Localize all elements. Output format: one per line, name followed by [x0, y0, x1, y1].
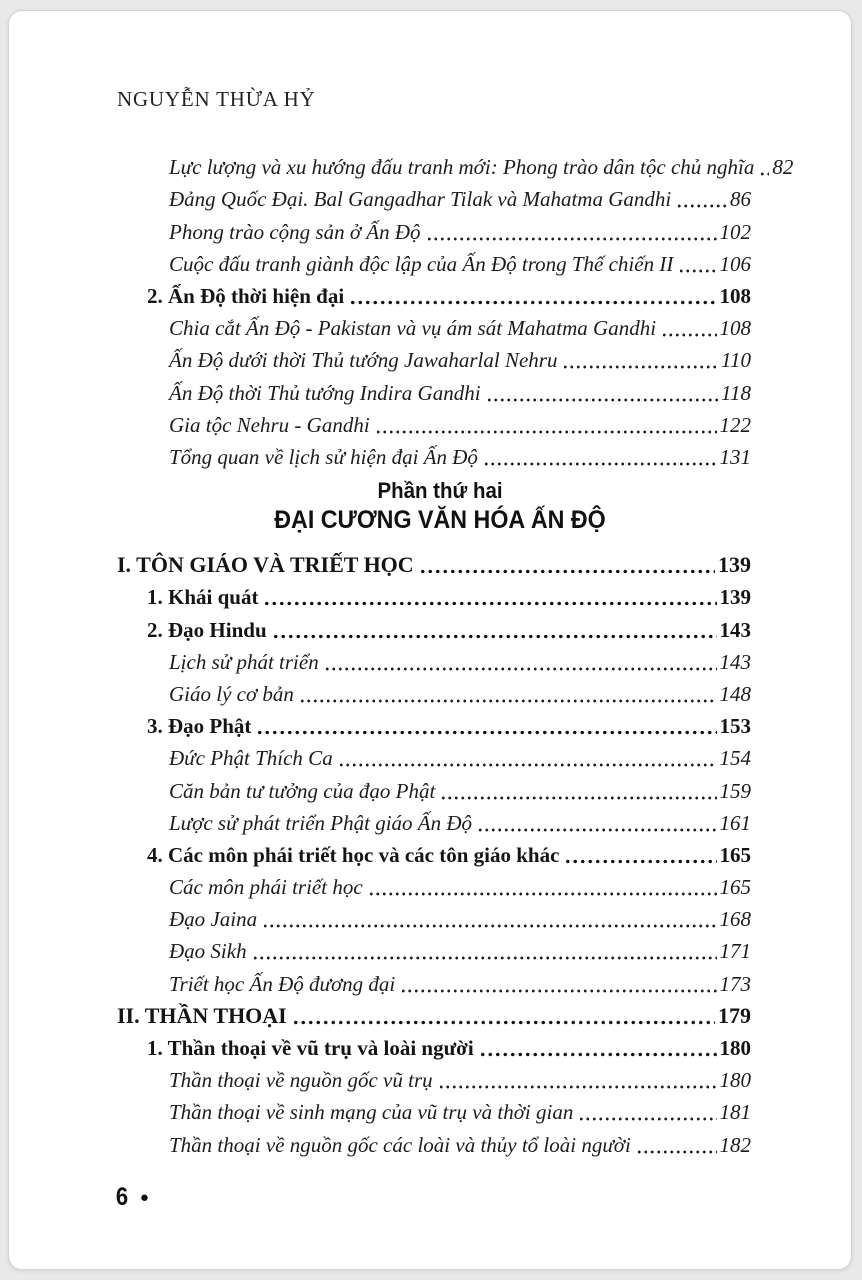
toc-entry — [117, 645, 751, 677]
toc-entry — [117, 870, 751, 902]
part-heading-title: ĐẠI CƯƠNG VĂN HÓA ẤN ĐỘ — [274, 506, 606, 534]
dot-leader — [440, 776, 716, 806]
toc-entry-page: 118 — [721, 380, 751, 405]
toc-entry — [117, 741, 751, 773]
toc-entry-title: Lực lượng và xu hướng đấu tranh mới: Phong trào dân tộc chủ nghĩa — [169, 155, 755, 180]
toc-entry-page: 143 — [719, 617, 751, 642]
toc-entry — [117, 343, 751, 375]
toc-entry-page: 106 — [719, 251, 751, 276]
toc-entry — [117, 375, 751, 407]
toc-entry-title: Căn bản tư tưởng của đạo Phật — [169, 778, 436, 803]
toc-entry-page: 139 — [718, 552, 751, 578]
toc-entry — [117, 580, 751, 612]
dot-leader — [486, 378, 719, 408]
dot-leader — [400, 969, 716, 999]
toc-entry-title: Gia tộc Nehru - Gandhi — [169, 412, 370, 437]
toc-entry-title: 1. Khái quát — [147, 585, 259, 610]
dot-leader — [678, 249, 716, 279]
toc-entry — [117, 612, 751, 644]
toc-entry — [117, 677, 751, 709]
toc-entry — [117, 709, 751, 741]
toc-entry-page: 181 — [719, 1100, 751, 1125]
dot-leader — [564, 840, 716, 870]
toc-entry-page: 180 — [719, 1036, 751, 1060]
toc-entry-page: 143 — [719, 649, 751, 674]
toc-entry-title: Thần thoại về nguồn gốc các loài và thủy tổ loài người — [169, 1132, 631, 1157]
toc-entry-page: 171 — [719, 939, 751, 964]
toc-entry-title: Đạo Sikh — [169, 939, 247, 964]
toc-entry-title: Phong trào cộng sản ở Ấn Độ — [169, 219, 421, 244]
dot-leader — [676, 184, 727, 214]
dot-leader — [263, 582, 716, 612]
toc-entry-title: 2. Ấn Độ thời hiện đại — [147, 283, 345, 308]
toc-entry-page: 82 — [772, 155, 794, 180]
toc-section-part-two — [117, 548, 751, 1160]
dot-leader — [479, 1033, 717, 1063]
dot-leader — [483, 442, 717, 472]
toc-entry — [117, 247, 751, 279]
page-number: 6 — [115, 1183, 129, 1211]
toc-entry-page: 182 — [719, 1132, 751, 1157]
toc-entry-page: 179 — [718, 1002, 751, 1028]
page-footer — [115, 1183, 149, 1212]
dot-leader — [636, 1130, 717, 1160]
dot-leader — [426, 217, 717, 247]
dot-leader — [299, 679, 717, 709]
toc-entry-title: Đức Phật Thích Ca — [169, 746, 333, 771]
toc-entry-page: 86 — [730, 187, 751, 212]
toc-entry-page: 110 — [721, 348, 751, 373]
toc-entry — [117, 902, 751, 934]
toc-entry — [117, 999, 751, 1031]
dot-leader — [419, 550, 715, 580]
toc-entry-page: 173 — [719, 971, 751, 996]
toc-entry — [117, 548, 751, 580]
toc-entry-title: Triết học Ấn Độ đương đại — [169, 971, 396, 996]
toc-entry-title: Thần thoại về nguồn gốc vũ trụ — [169, 1068, 433, 1093]
toc-entry — [117, 966, 751, 998]
toc-entry-title: 4. Các môn phái triết học và các tôn giáo khác — [147, 842, 560, 867]
dot-leader — [338, 743, 717, 773]
author-header: NGUYỄN THỪA HỶ — [117, 87, 316, 111]
dot-leader — [759, 152, 769, 182]
toc-entry-page: 153 — [719, 714, 751, 739]
toc-entry-page: 154 — [719, 746, 751, 771]
toc-entry — [117, 773, 751, 805]
toc-entry-title: Lịch sử phát triển — [169, 649, 319, 674]
toc-entry — [117, 1063, 751, 1095]
dot-leader — [438, 1065, 717, 1095]
toc-entry-page: 108 — [719, 316, 751, 341]
toc-entry-title: Giáo lý cơ bản — [169, 681, 294, 706]
toc-entry — [117, 408, 751, 440]
toc-entry — [117, 1095, 751, 1127]
toc-entry — [117, 1031, 751, 1063]
toc-section-part-one — [117, 150, 794, 472]
toc-entry-page: 165 — [719, 842, 751, 867]
dot-leader — [256, 711, 716, 741]
dot-leader — [272, 615, 717, 645]
toc-entry — [117, 440, 751, 472]
toc-entry — [117, 150, 794, 182]
toc-entry-title: II. THẦN THOẠI — [117, 1002, 287, 1028]
toc-entry-title: Chia cắt Ấn Độ - Pakistan và vụ ám sát Mahatma Gandhi — [169, 316, 657, 341]
toc-entry — [117, 279, 751, 311]
toc-entry-page: 139 — [719, 585, 751, 610]
toc-entry-title: 3. Đạo Phật — [147, 714, 252, 739]
toc-entry-title: Ấn Độ dưới thời Thủ tướng Jawaharlal Nehru — [169, 348, 558, 373]
toc-entry-title: Lược sử phát triển Phật giáo Ấn Độ — [169, 810, 473, 835]
toc-entry-page: 180 — [719, 1068, 751, 1093]
dot-leader — [252, 936, 717, 966]
toc-entry-title: 1. Thần thoại về vũ trụ và loài người — [147, 1036, 474, 1060]
toc-entry-title: Cuộc đấu tranh giành độc lập của Ấn Độ trong Thế chiến II — [169, 251, 674, 276]
part-heading-number: Phần thứ hai — [377, 478, 503, 503]
toc-entry-page: 165 — [719, 875, 751, 900]
toc-entry — [117, 214, 751, 246]
toc-entry-page: 122 — [719, 412, 751, 437]
toc-entry-page: 159 — [719, 778, 751, 803]
toc-entry — [117, 182, 751, 214]
toc-entry-page: 168 — [719, 907, 751, 932]
toc-entry-title: I. TÔN GIÁO VÀ TRIẾT HỌC — [117, 552, 414, 578]
toc-entry-title: Thần thoại về sinh mạng của vũ trụ và thời gian — [169, 1100, 574, 1125]
dot-leader — [262, 904, 716, 934]
dot-leader — [375, 410, 717, 440]
part-heading — [9, 477, 862, 536]
toc-entry-title: Đạo Jaina — [169, 907, 258, 932]
toc-entry-title: Tổng quan về lịch sử hiện đại Ấn Độ — [169, 444, 478, 469]
toc-entry — [117, 934, 751, 966]
toc-entry — [117, 311, 751, 343]
dot-leader — [292, 1001, 715, 1031]
toc-entry-title: Đảng Quốc Đại. Bal Gangadhar Tilak và Mahatma Gandhi — [169, 187, 672, 212]
toc-entry-title: 2. Đạo Hindu — [147, 617, 267, 642]
toc-entry-title: Ấn Độ thời Thủ tướng Indira Gandhi — [169, 380, 481, 405]
dot-leader — [477, 808, 716, 838]
dot-leader — [578, 1097, 716, 1127]
book-page — [8, 10, 852, 1270]
dot-leader — [324, 647, 717, 677]
dot-leader — [562, 345, 718, 375]
toc-entry-page: 148 — [719, 681, 751, 706]
toc-entry-title: Các môn phái triết học — [169, 875, 363, 900]
bullet-icon: ● — [139, 1189, 149, 1206]
toc-entry-page: 131 — [719, 444, 751, 469]
dot-leader — [661, 313, 716, 343]
toc-entry-page: 161 — [719, 810, 751, 835]
dot-leader — [368, 872, 717, 902]
toc-entry — [117, 1127, 751, 1159]
toc-entry — [117, 806, 751, 838]
toc-entry-page: 102 — [719, 219, 751, 244]
toc-entry-page: 108 — [719, 283, 751, 308]
toc-entry — [117, 838, 751, 870]
dot-leader — [349, 281, 716, 311]
